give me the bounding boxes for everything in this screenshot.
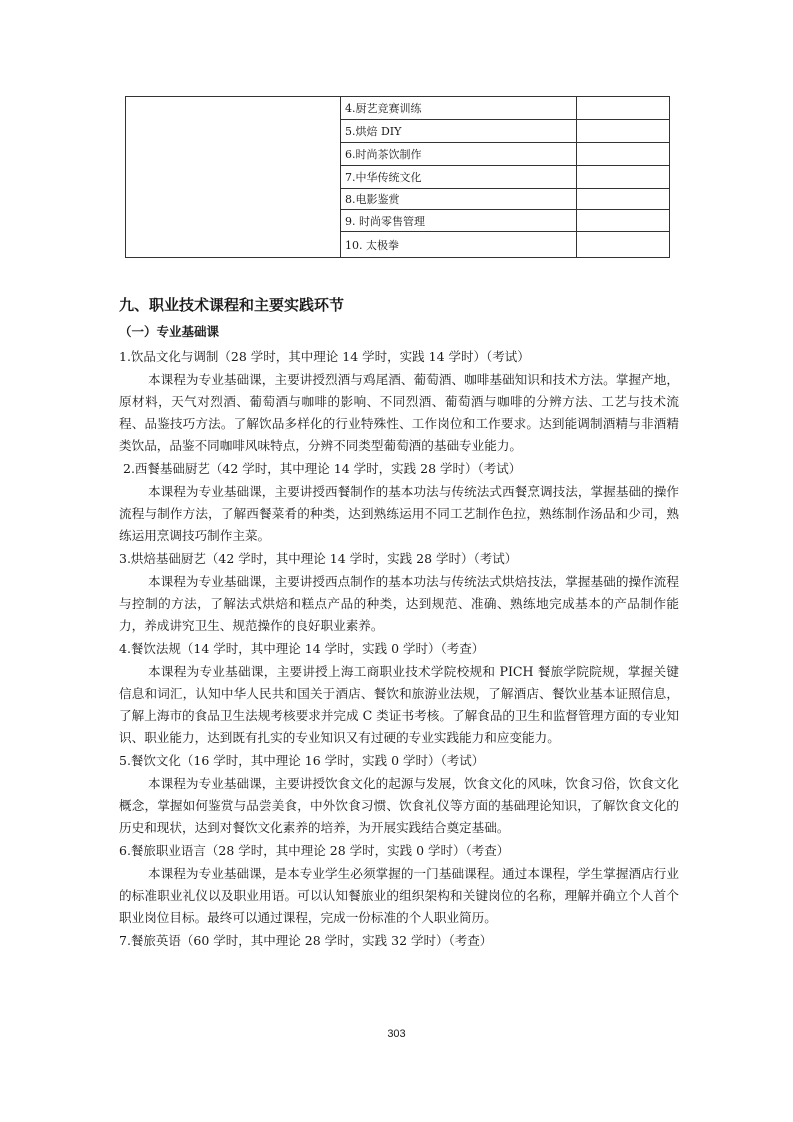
course-title: 7.餐旅英语（60 学时，其中理论 28 学时，实践 32 学时）（考查） <box>119 933 493 948</box>
course-name-cell: 5.烘焙 DIY <box>341 120 577 143</box>
course-title: 1.饮品文化与调制（28 学时，其中理论 14 学时，实践 14 学时）（考试） <box>119 349 530 364</box>
course-description: 本课程为专业基础课，主要讲授烈酒与鸡尾酒、葡萄酒、咖啡基础知识和技术方法。掌握产地，原材料，天气对烈酒、葡萄酒与咖啡的影响、不同烈酒、葡萄酒与咖啡的分辨方法、工艺与技术流程、品鉴技巧方法。了解饮品多样化的行业特殊性、工作岗位和工作要求。达到能调制酒精与非酒精类饮品，品鉴不同咖啡风味特点，分辨不同类型葡萄酒的基础专业能力。 <box>119 372 679 453</box>
course-title: 6.餐旅职业语言（28 学时，其中理论 28 学时，实践 0 学时）（考查） <box>119 843 510 858</box>
course-name-cell: 9. 时尚零售管理 <box>341 210 577 232</box>
course-description: 本课程为专业基础课，主要讲授饮食文化的起源与发展，饮食文化的风味，饮食习俗，饮食文化概念，掌握如何鉴赏与品尝美食，中外饮食习惯、饮食礼仪等方面的基础理论知识，了解饮食文化的历史和现状，达到对餐饮文化素养的培养，为开展实践结合奠定基础。 <box>119 776 679 835</box>
empty-cell <box>577 210 670 232</box>
sub-heading: （一）专业基础课 <box>119 324 220 339</box>
empty-cell <box>577 97 670 120</box>
course-description: 本课程为专业基础课，主要讲授西点制作的基本功法与传统法式烘焙技法，掌握基础的操作流程与控制的方法，了解法式烘焙和糕点产品的种类，达到规范、准确、熟练地完成基本的产品制作能力，养成讲究卫生、规范操作的良好职业素养。 <box>119 574 679 633</box>
course-description: 本课程为专业基础课，主要讲授西餐制作的基本功法与传统法式西餐烹调技法，掌握基础的操作流程与制作方法，了解西餐菜肴的种类，达到熟练运用不同工艺制作色拉，熟练制作汤品和少司，熟练运用烹调技巧制作主菜。 <box>119 484 679 543</box>
empty-cell <box>577 143 670 166</box>
empty-cell <box>577 189 670 210</box>
course-title: 3.烘焙基础厨艺（42 学时，其中理论 14 学时，实践 28 学时）（考试） <box>119 551 518 566</box>
course-name-cell: 8.电影鉴赏 <box>341 189 577 210</box>
table-row <box>126 97 670 120</box>
elective-course-table <box>125 96 670 258</box>
course-description: 本课程为专业基础课，是本专业学生必须掌握的一门基础课程。通过本课程，学生掌握酒店行业的标准职业礼仪以及职业用语。可以认知餐旅业的组织架构和关键岗位的名称，理解并确立个人首个职业岗位目标。最终可以通过课程，完成一份标准的个人职业简历。 <box>119 866 679 925</box>
course-name-cell: 4.厨艺竞赛训练 <box>341 97 577 120</box>
course-title: 4.餐饮法规（14 学时，其中理论 14 学时，实践 0 学时）（考查） <box>119 641 485 656</box>
empty-cell <box>577 232 670 258</box>
section-heading: 九、职业技术课程和主要实践环节 <box>119 296 345 314</box>
course-title: 5.餐饮文化（16 学时，其中理论 16 学时，实践 0 学时）（考试） <box>119 753 485 768</box>
course-description: 本课程为专业基础课，主要讲授上海工商职业技术学院校规和 PICH 餐旅学院院规，掌握关键信息和词汇，认知中华人民共和国关于酒店、餐饮和旅游业法规，了解酒店、餐饮业基本证照信息，了解上海市的食品卫生法规考核要求并完成 C 类证书考核。了解食品的卫生和监督管理方面的专业知识、职业能力，达到既有扎实的专业知识又有过硬的专业实践能力和应变能力。 <box>119 664 679 745</box>
empty-cell <box>577 166 670 189</box>
page-number: 303 <box>387 1028 406 1040</box>
empty-cell <box>577 120 670 143</box>
course-name-cell: 7.中华传统文化 <box>341 166 577 189</box>
course-title: 2.西餐基础厨艺（42 学时，其中理论 14 学时，实践 28 学时）（考试） <box>123 461 522 476</box>
course-descriptions <box>119 345 679 953</box>
course-name-cell: 6.时尚茶饮制作 <box>341 143 577 166</box>
course-name-cell: 10. 太极拳 <box>341 232 577 258</box>
merged-category-cell <box>126 97 341 258</box>
